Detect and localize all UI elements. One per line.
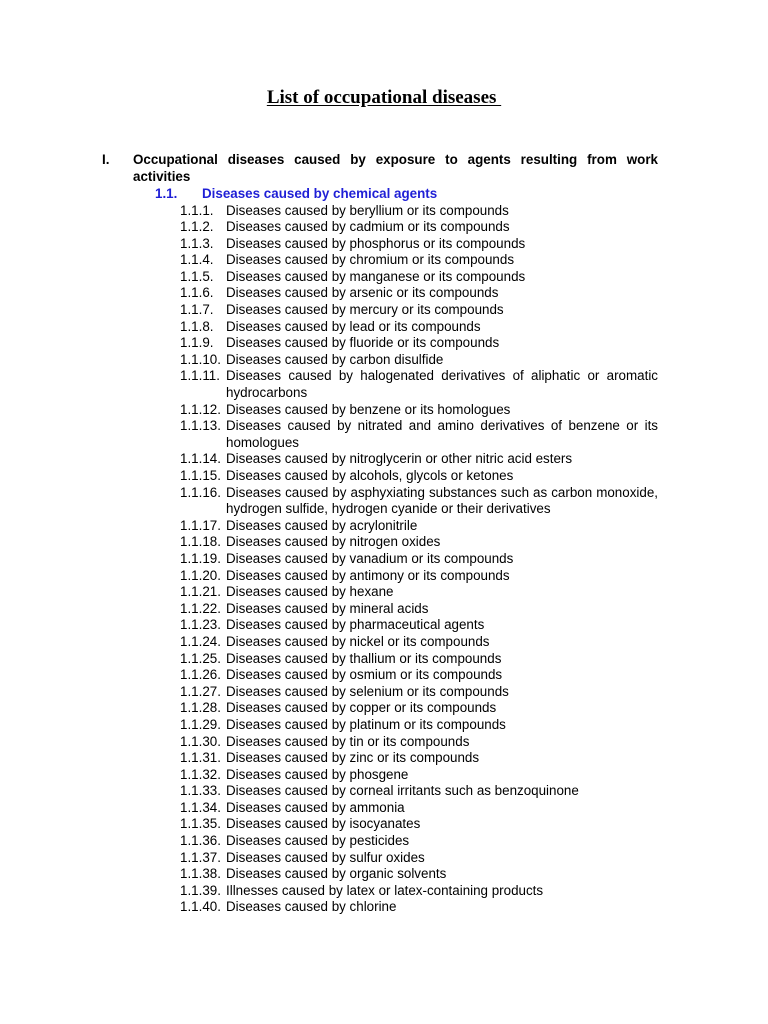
- list-item: [0, 866, 768, 883]
- list-item-number: 1.1.21.: [180, 584, 221, 600]
- list-item-text: Diseases caused by fluoride or its compounds: [226, 335, 500, 351]
- list-item-text: Diseases caused by tin or its compounds: [226, 733, 470, 749]
- list-item-text: Diseases caused by benzene or its homologues: [226, 401, 511, 417]
- list-item-number: 1.1.12.: [180, 401, 221, 417]
- list-item-number: 1.1.25.: [180, 650, 221, 666]
- list-item-number: 1.1.36.: [180, 833, 221, 849]
- list-item-text: Diseases caused by halogenated derivatives of aliphatic or aromatic hydrocarbons: [226, 368, 658, 401]
- list-item: [0, 651, 768, 668]
- list-item: [0, 750, 768, 767]
- list-item: [0, 684, 768, 701]
- list-item-number: 1.1.32.: [180, 766, 221, 782]
- list-item: [0, 518, 768, 535]
- list-item: [0, 203, 768, 220]
- list-item: [0, 269, 768, 286]
- list-item-text: Diseases caused by hexane: [226, 584, 394, 600]
- page-title: [0, 85, 768, 111]
- list-item-number: 1.1.40.: [180, 899, 221, 915]
- list-item: [0, 800, 768, 817]
- subsection-title: Diseases caused by chemical agents: [202, 185, 438, 201]
- list-item-text: Diseases caused by pesticides: [226, 833, 410, 849]
- list-item-number: 1.1.10.: [180, 351, 221, 367]
- list-item-number: 1.1.29.: [180, 716, 221, 732]
- list-item-text: Diseases caused by pharmaceutical agents: [226, 617, 485, 633]
- list-item: [0, 617, 768, 634]
- list-item-text: Diseases caused by asphyxiating substances such as carbon monoxide, hydrogen sulfide, hydrogen cyanide or their derivatives: [226, 484, 658, 517]
- list-item: [0, 634, 768, 651]
- list-item-text: Diseases caused by zinc or its compounds: [226, 750, 480, 766]
- list-item: [0, 285, 768, 302]
- list-item: [0, 252, 768, 269]
- list-item-number: 1.1.20.: [180, 567, 221, 583]
- list-item-text: Diseases caused by beryllium or its compounds: [226, 202, 509, 218]
- list-item-text: Diseases caused by ammonia: [226, 799, 405, 815]
- list-item-text: Diseases caused by antimony or its compounds: [226, 567, 510, 583]
- list-item-text: Diseases caused by platinum or its compounds: [226, 716, 506, 732]
- list-item-number: 1.1.17.: [180, 517, 221, 533]
- list-item-number: 1.1.14.: [180, 451, 221, 467]
- list-item-text: Illnesses caused by latex or latex-containing products: [226, 882, 544, 898]
- list-item-number: 1.1.9.: [180, 335, 214, 351]
- list-item-text: Diseases caused by lead or its compounds: [226, 318, 481, 334]
- list-item-text: Diseases caused by cadmium or its compounds: [226, 219, 510, 235]
- list-item-number: 1.1.11.: [180, 368, 220, 384]
- list-item: [0, 302, 768, 319]
- list-item-text: Diseases caused by phosgene: [226, 766, 409, 782]
- list-item-text: Diseases caused by sulfur oxides: [226, 849, 425, 865]
- list-item: [0, 767, 768, 784]
- list-item: [0, 899, 768, 916]
- list-item-number: 1.1.27.: [180, 683, 221, 699]
- list-item: [0, 352, 768, 369]
- list-item-number: 1.1.38.: [180, 866, 221, 882]
- list-item-number: 1.1.37.: [180, 849, 221, 865]
- list-item-number: 1.1.33.: [180, 783, 221, 799]
- list-item-number: 1.1.23.: [180, 617, 221, 633]
- list-item-number: 1.1.18.: [180, 534, 221, 550]
- list-item-number: 1.1.28.: [180, 700, 221, 716]
- list-item: [0, 883, 768, 900]
- list-item: [0, 700, 768, 717]
- list-item-text: Diseases caused by carbon disulfide: [226, 351, 444, 367]
- list-item-text: Diseases caused by acrylonitrile: [226, 517, 418, 533]
- list-item-number: 1.1.4.: [180, 252, 214, 268]
- list-item: [0, 551, 768, 568]
- list-item-text: Diseases caused by nitrated and amino derivatives of benzene or its homologues: [226, 418, 658, 450]
- list-item-number: 1.1.16.: [180, 484, 221, 500]
- list-item: [0, 584, 768, 601]
- list-item-number: 1.1.13.: [180, 418, 221, 434]
- subsection-number: 1.1.: [155, 185, 178, 201]
- list-item-text: Diseases caused by mineral acids: [226, 600, 429, 616]
- list-item-number: 1.1.15.: [180, 468, 221, 483]
- page-title-text: List of occupational diseases: [266, 87, 502, 108]
- list-item-number: 1.1.3.: [180, 235, 214, 251]
- list-item-text: Diseases caused by isocyanates: [226, 816, 421, 832]
- list-item: [0, 534, 768, 551]
- list-item-number: 1.1.26.: [180, 667, 221, 683]
- list-item-text: Diseases caused by nickel or its compounds: [226, 633, 490, 649]
- list-item: [0, 451, 768, 468]
- list-item-number: 1.1.5.: [180, 268, 214, 284]
- list-item-text: Diseases caused by corneal irritants such as benzoquinone: [226, 783, 579, 799]
- list-item-text: Diseases caused by chromium or its compounds: [226, 252, 515, 268]
- list-item-text: Diseases caused by vanadium or its compounds: [226, 550, 514, 566]
- list-item-number: 1.1.19.: [180, 550, 221, 566]
- list-item: [0, 335, 768, 352]
- list-item: [0, 418, 768, 451]
- list-item-number: 1.1.6.: [180, 285, 214, 301]
- list-item: [0, 734, 768, 751]
- list-item-number: 1.1.39.: [180, 882, 221, 898]
- list-item: [0, 236, 768, 253]
- list-item-text: Diseases caused by arsenic or its compounds: [226, 285, 499, 301]
- list-item: [0, 717, 768, 734]
- list-item-text: Diseases caused by nitroglycerin or other nitric acid esters: [226, 451, 573, 467]
- list-item-number: 1.1.8.: [180, 318, 214, 334]
- list-item-number: 1.1.35.: [180, 816, 221, 832]
- list-item-text: Diseases caused by manganese or its compounds: [226, 268, 526, 284]
- list-item: [0, 568, 768, 585]
- list-item: [0, 468, 768, 485]
- list-item-text: Diseases caused by copper or its compounds: [226, 700, 497, 716]
- list-item: [0, 601, 768, 618]
- list-item-text: Diseases caused by selenium or its compounds: [226, 683, 509, 699]
- list-item-number: 1.1.1.: [180, 202, 214, 218]
- list-item-text: Diseases caused by mercury or its compounds: [226, 302, 504, 318]
- list-item-number: 1.1.24.: [180, 633, 221, 649]
- list-item: [0, 850, 768, 867]
- list-item-number: 1.1.2.: [180, 219, 214, 235]
- list-item: [0, 816, 768, 833]
- list-item-text: Diseases caused by osmium or its compounds: [226, 667, 503, 683]
- list-item: [0, 402, 768, 419]
- list-item: [0, 833, 768, 850]
- list-item-number: 1.1.30.: [180, 733, 221, 749]
- list-item-text: Diseases caused by thallium or its compounds: [226, 650, 502, 666]
- list-item: [0, 667, 768, 684]
- list-item: [0, 783, 768, 800]
- disease-list: [0, 203, 768, 917]
- list-item: [0, 219, 768, 236]
- list-item-text: Diseases caused by organic solvents: [226, 866, 447, 882]
- list-item-text: Diseases caused by phosphorus or its compounds: [226, 235, 526, 251]
- list-item: [0, 368, 768, 401]
- list-item-number: 1.1.22.: [180, 600, 221, 616]
- list-item-text: Diseases caused by alcohols, glycols or ketones: [226, 468, 514, 483]
- list-item-text: Diseases caused by chlorine: [226, 899, 397, 915]
- section-number: I.: [102, 152, 110, 167]
- list-item-number: 1.1.7.: [180, 302, 214, 318]
- list-item-text: Diseases caused by nitrogen oxides: [226, 534, 441, 550]
- section-title: Occupational diseases caused by exposure to agents resulting from work activities: [133, 152, 658, 184]
- list-item: [0, 319, 768, 336]
- list-item-number: 1.1.34.: [180, 799, 221, 815]
- list-item-number: 1.1.31.: [180, 750, 221, 766]
- list-item: [0, 485, 768, 518]
